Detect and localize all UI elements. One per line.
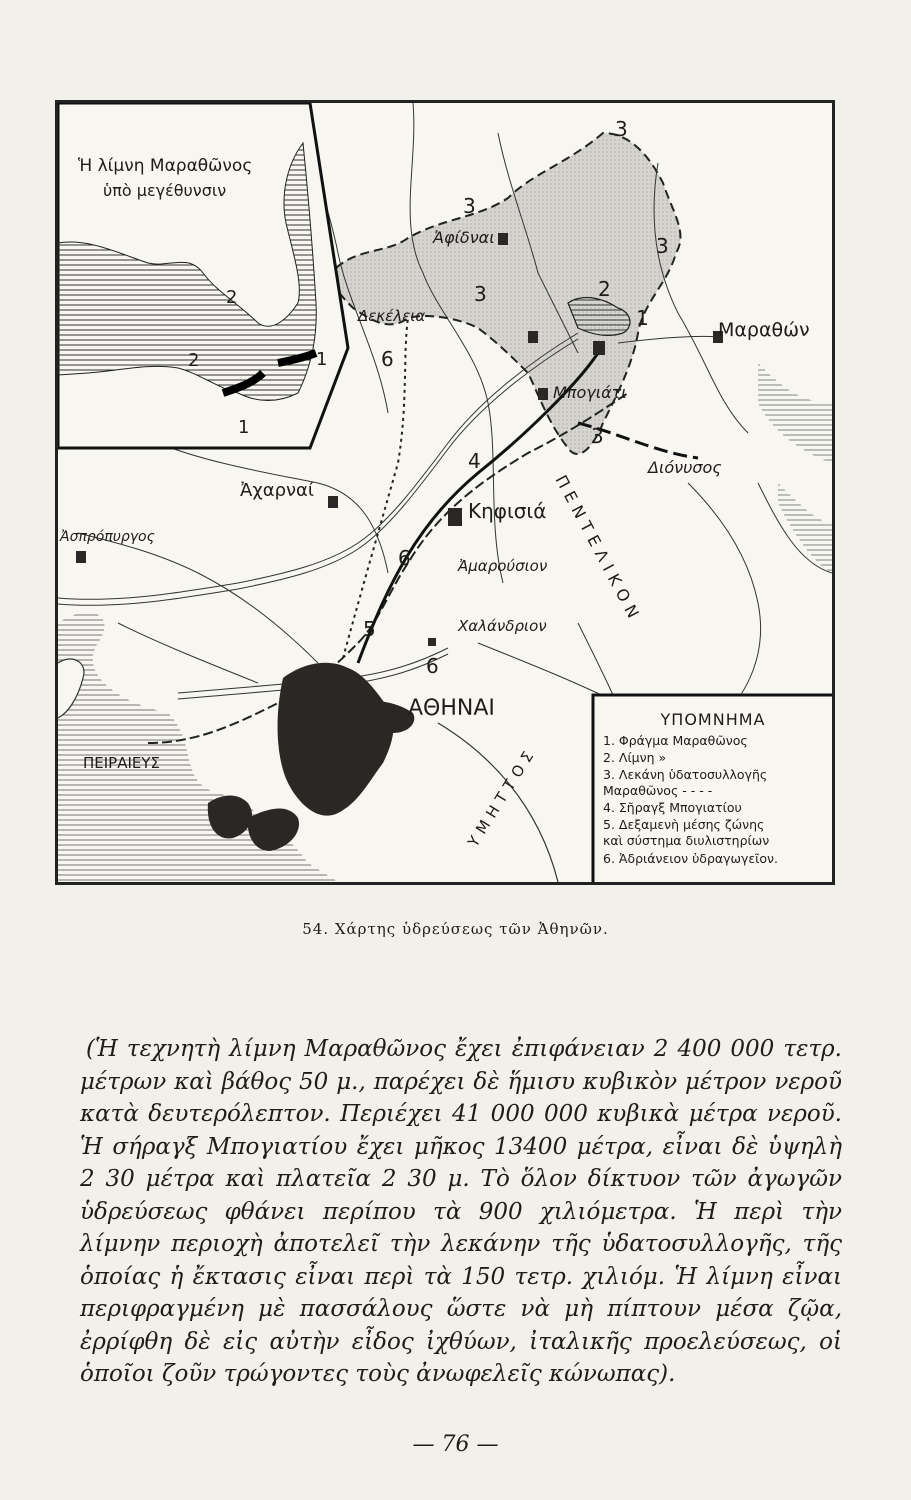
place-athinai: ΑΘΗΝΑΙ	[408, 696, 495, 721]
marker-3c: 3	[656, 234, 669, 258]
map-legend	[593, 695, 832, 882]
legend-item-5: 5. Δεξαμενὴ μέσης ζώνης	[603, 817, 765, 832]
page-number: — 76 —	[412, 1432, 499, 1457]
inset-label-2b: 2	[188, 350, 200, 371]
inset-title-line1: Ἡ λίμνη Μαραθῶνος	[78, 156, 253, 176]
inset-lake-detail	[58, 103, 348, 448]
marker-6c: 6	[426, 654, 439, 678]
place-marathon: Μαραθών	[718, 319, 810, 341]
marathon-bay	[758, 363, 832, 463]
inset-label-2a: 2	[226, 287, 238, 308]
marker-6a: 6	[381, 347, 394, 371]
marker-3e: 3	[591, 424, 604, 448]
place-dionysos: Διόνυσος	[648, 458, 722, 477]
marker-4: 4	[468, 449, 481, 473]
inset-label-1b: 1	[238, 417, 250, 438]
place-mpogiati: Μπογιάτι	[553, 383, 627, 402]
legend-item-2: 2. Λίμνη »	[603, 750, 667, 765]
legend-item-5b: καὶ σύστημα διυλιστηρίων	[603, 833, 770, 848]
inset-title-line2: ὑπὸ μεγέθυνσιν	[103, 181, 227, 200]
marker-3b: 3	[463, 194, 476, 218]
place-chalandrion: Χαλάνδριον	[458, 617, 547, 635]
catchment-basin	[333, 133, 680, 454]
place-peiraieus: ΠΕΙΡΑΙΕΥΣ	[83, 754, 161, 772]
legend-item-3: 3. Λεκάνη ὑδατοσυλλογῆς	[603, 767, 768, 782]
place-dekeleia: Δεκέλεια	[358, 307, 426, 325]
place-amarousion: Ἀμαρούσιον	[458, 557, 548, 575]
marker-6b: 6	[398, 546, 411, 570]
marker-3a: 3	[615, 117, 628, 141]
water-supply-map	[55, 100, 835, 885]
mount-pentelikon: ΠΕΝΤΕΛΙΚΟΝ	[551, 471, 646, 627]
mount-ymittos: ΥΜΗΤΤΟΣ	[464, 743, 541, 851]
marker-3d: 3	[474, 282, 487, 306]
marker-1: 1	[636, 306, 649, 330]
legend-item-4: 4. Σῆραγξ Μπογιατίου	[603, 800, 742, 815]
body-paragraph: (Ἡ τεχνητὴ λίμνη Μαραθῶνος ἔχει ἐπιφάνειαν 2 400 000 τετρ. μέτρων καὶ βάθος 50 μ., παρέχει δὲ ἥμισυ κυβικὸν μέτρον νεροῦ κατὰ δευτερόλεπτον. Περιέχει 41 000 000 κυβικὰ μέτρα νεροῦ. Ἡ σήραγξ Μπογιατίου ἔχει μῆκος 13400 μέτρα, εἶναι δὲ ὑψηλὴ 2 30 μέτρα καὶ πλατεῖα 2 30 μ. Τὸ ὅλον δίκτυον τῶν ἀγωγῶν ὑδρεύσεως φθάνει περίπου τὰ 900 χιλιόμετρα. Ἡ περὶ τὴν λίμνην περιοχὴ ἀποτελεῖ τὴν λεκάνην τῆς ὑδατοσυλλογῆς, τῆς ὁποίας ἡ ἔκτασις εἶναι περὶ τὰ 150 τετρ. χιλιόμ. Ἡ λίμνη εἶναι περιφραγμένη μὲ πασσάλους ὥστε νὰ μὴ πίπτουν μέσα ζῷα, ἐρρίφθη δὲ εἰς αὐτὴν εἶδος ἰχθύων, ἰταλικῆς προελεύσεως, οἱ ὁποῖοι ζοῦν τρώγοντες τοὺς ἀνωφελεῖς κώνωπας).	[80, 1036, 842, 1387]
place-afidnai: Ἀφίδναι	[433, 228, 495, 247]
marker-2: 2	[598, 277, 611, 301]
figure-caption: 54. Χάρτης ὑδρεύσεως τῶν Ἀθηνῶν.	[302, 920, 609, 938]
inset-label-1a: 1	[316, 349, 328, 370]
place-kifisia: Κηφισιά	[468, 499, 547, 523]
legend-item-3b: Μαραθῶνος - - - -	[603, 783, 713, 798]
legend-item-6: 6. Ἀδριάνειον ὑδραγωγεῖον.	[603, 851, 778, 866]
marker-5: 5	[363, 617, 376, 641]
legend-item-1: 1. Φράγμα Μαραθῶνος	[603, 733, 748, 748]
map-drawing	[58, 103, 832, 882]
euboea-gulf	[778, 483, 832, 573]
hadrian-aqueduct	[343, 318, 408, 658]
legend-title: ΥΠΟΜΝΗΜΑ	[660, 710, 766, 729]
place-acharnai: Ἀχαρναί	[240, 480, 315, 501]
place-aspropyrgos: Ἀσπρόπυργος	[60, 529, 155, 545]
